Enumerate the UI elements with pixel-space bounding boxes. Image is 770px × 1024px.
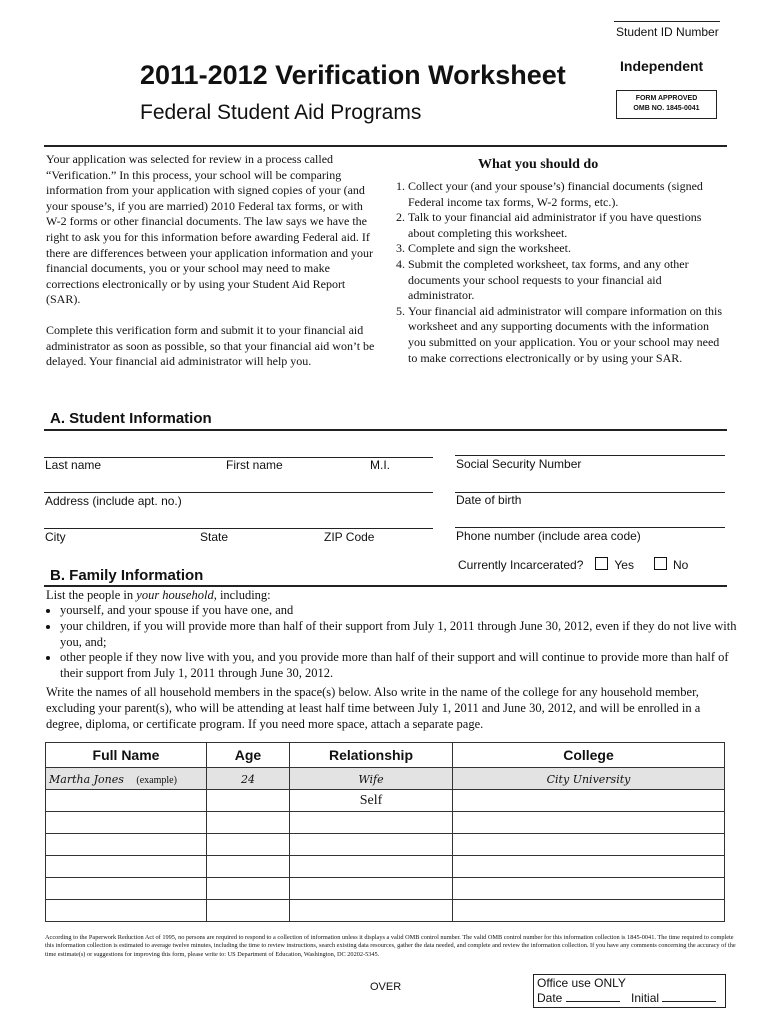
- address-label: Address (include apt. no.): [45, 494, 182, 508]
- table-row: [46, 856, 725, 878]
- incarcerated-label: Currently Incarcerated?: [458, 558, 584, 572]
- city-label: City: [45, 530, 66, 544]
- age-cell[interactable]: [207, 790, 290, 812]
- list-item: • other people if they now live with you, and you provide more than half of their support and will continue to provide more than half of their support from July 1, 2011 through June 30, 2012.: [60, 650, 740, 682]
- yes-label: Yes: [614, 558, 634, 572]
- date-label: Date: [537, 991, 563, 1005]
- intro-paragraph-2: Complete this verification form and submit it to your financial aid administrator as soon as possible, so that your financial aid won’t be delayed. Your financial aid administrator will help you.: [46, 323, 375, 369]
- office-use-box: [533, 974, 726, 1008]
- college-cell[interactable]: [453, 790, 725, 812]
- list-item: 5. Your financial aid administrator will compare information on this worksheet and any supporting documents with the information you submitted on your application. You or your school may need to make corrections electronically or by using your SAR.: [408, 304, 726, 366]
- family-intro-pre: List the people in: [46, 588, 137, 602]
- list-item: 4. Submit the completed worksheet, tax forms, and any other documents your school requests to your financial aid administrator.: [408, 257, 726, 304]
- college-cell[interactable]: [453, 900, 725, 922]
- age-cell[interactable]: [207, 900, 290, 922]
- college-cell[interactable]: [453, 812, 725, 834]
- college-cell[interactable]: [453, 878, 725, 900]
- age-cell[interactable]: [207, 812, 290, 834]
- relationship-cell[interactable]: [290, 900, 453, 922]
- header-full-name: Full Name: [46, 743, 207, 768]
- office-use-fields: [537, 991, 725, 1006]
- form-subtitle: Federal Student Aid Programs: [140, 101, 422, 124]
- yes-checkbox[interactable]: [595, 557, 608, 570]
- table-row: [46, 812, 725, 834]
- name-cell[interactable]: [46, 878, 207, 900]
- table-row: [46, 834, 725, 856]
- self-cell: Self: [290, 790, 453, 812]
- name-cell[interactable]: [46, 834, 207, 856]
- name-cell[interactable]: [46, 900, 207, 922]
- header-relationship: Relationship: [290, 743, 453, 768]
- table-row: [46, 790, 725, 812]
- college-cell[interactable]: [453, 856, 725, 878]
- initial-label: Initial: [631, 991, 660, 1005]
- relationship-cell[interactable]: [290, 834, 453, 856]
- age-cell[interactable]: [207, 834, 290, 856]
- relationship-cell[interactable]: [290, 878, 453, 900]
- list-item: • your children, if you will provide more than half of their support from July 1, 2011 through June 30, 2012, even if they do not live with you, and;: [60, 619, 740, 651]
- family-intro-em: your household: [136, 588, 214, 602]
- phone-label: Phone number (include area code): [456, 529, 641, 543]
- student-id-label: Student ID Number: [616, 25, 719, 39]
- middle-initial-label: M.I.: [370, 458, 390, 472]
- independent-label: Independent: [620, 58, 704, 74]
- example-row: [46, 768, 725, 790]
- college-cell[interactable]: [453, 834, 725, 856]
- dob-label: Date of birth: [456, 493, 522, 507]
- what-to-do-list: [406, 179, 726, 366]
- example-name: Martha Jones: [49, 772, 124, 786]
- paperwork-notice: According to the Paperwork Reduction Act of 1995, no persons are required to respond to a collection of information unless it displays a valid OMB control number. The valid OMB control number for this information collection is 1845-0041. The time required to complete this information collection is estimated to average twelve minutes, including the time to review instructions, search existing data resources, gather the data needed, and complete and review the information collection. If you have any comments concerning the accuracy of the time estimate(s) or suggestions for improving this form, please write to: US Department of Education, Washington, DC 20202-5345.: [45, 934, 736, 958]
- initial-field[interactable]: [662, 991, 716, 1002]
- family-intro: [46, 588, 271, 603]
- age-cell[interactable]: [207, 856, 290, 878]
- example-note: (example): [136, 774, 177, 786]
- name-cell[interactable]: [46, 790, 207, 812]
- incarcerated-row: [458, 557, 688, 572]
- relationship-cell[interactable]: [290, 812, 453, 834]
- what-you-should-do-heading: What you should do: [478, 157, 599, 172]
- date-field[interactable]: [566, 991, 620, 1002]
- no-label: No: [672, 558, 689, 572]
- example-college: City University: [546, 772, 631, 786]
- section-b-title: B. Family Information: [50, 567, 204, 584]
- header-age: Age: [207, 743, 290, 768]
- office-use-label: Office use ONLY: [537, 976, 626, 990]
- omb-number: OMB NO. 1845-0041: [633, 105, 700, 112]
- list-item: 3. Complete and sign the worksheet.: [408, 241, 726, 257]
- section-a-title: A. Student Information: [50, 410, 212, 427]
- example-relationship: Wife: [358, 772, 384, 786]
- age-cell[interactable]: [207, 878, 290, 900]
- first-name-label: First name: [226, 458, 283, 472]
- household-table: [45, 742, 725, 922]
- omb-box: [616, 90, 717, 119]
- zip-label: ZIP Code: [324, 530, 375, 544]
- list-item: 2. Talk to your financial aid administrator if you have questions about completing this worksheet.: [408, 210, 726, 241]
- example-age: 24: [241, 772, 255, 786]
- household-bullets: [46, 603, 740, 682]
- ssn-label: Social Security Number: [456, 457, 582, 471]
- family-intro-post: , including:: [213, 588, 271, 602]
- name-cell[interactable]: [46, 856, 207, 878]
- intro-paragraph-1: Your application was selected for review in a process called “Verification.” In this process, your school will be comparing information from your application with signed copies of your (and your spouse’s, if you are married) 2010 Federal tax forms, or with W-2 forms or other financial documents. The law says we have the right to ask you for this information before awarding Federal aid. If there are differences between your application information and your financial documents, you or your school may need to make corrections electronically or by using your Student Aid Report (SAR).: [46, 152, 373, 307]
- household-instructions: Write the names of all household members in the space(s) below. Also write in the name of the college for any household member, excluding your parent(s), who will be attending at least half time between July 1, 2011 and June 30, 2012, and will be enrolled in a degree, diploma, or certificate program. If you need more space, attach a separate page.: [46, 685, 701, 731]
- list-item: • yourself, and your spouse if you have one, and: [60, 603, 740, 619]
- name-cell[interactable]: [46, 812, 207, 834]
- form-title: 2011-2012 Verification Worksheet: [140, 60, 566, 90]
- relationship-cell[interactable]: [290, 856, 453, 878]
- table-row: [46, 878, 725, 900]
- over-label: OVER: [370, 981, 402, 993]
- form-approved: FORM APPROVED: [635, 95, 698, 102]
- last-name-label: Last name: [45, 458, 102, 472]
- table-row: [46, 900, 725, 922]
- header-college: College: [453, 743, 725, 768]
- no-checkbox[interactable]: [654, 557, 667, 570]
- state-label: State: [200, 530, 229, 544]
- list-item: 1. Collect your (and your spouse’s) financial documents (signed Federal income tax forms, W-2 forms, etc.).: [408, 179, 726, 210]
